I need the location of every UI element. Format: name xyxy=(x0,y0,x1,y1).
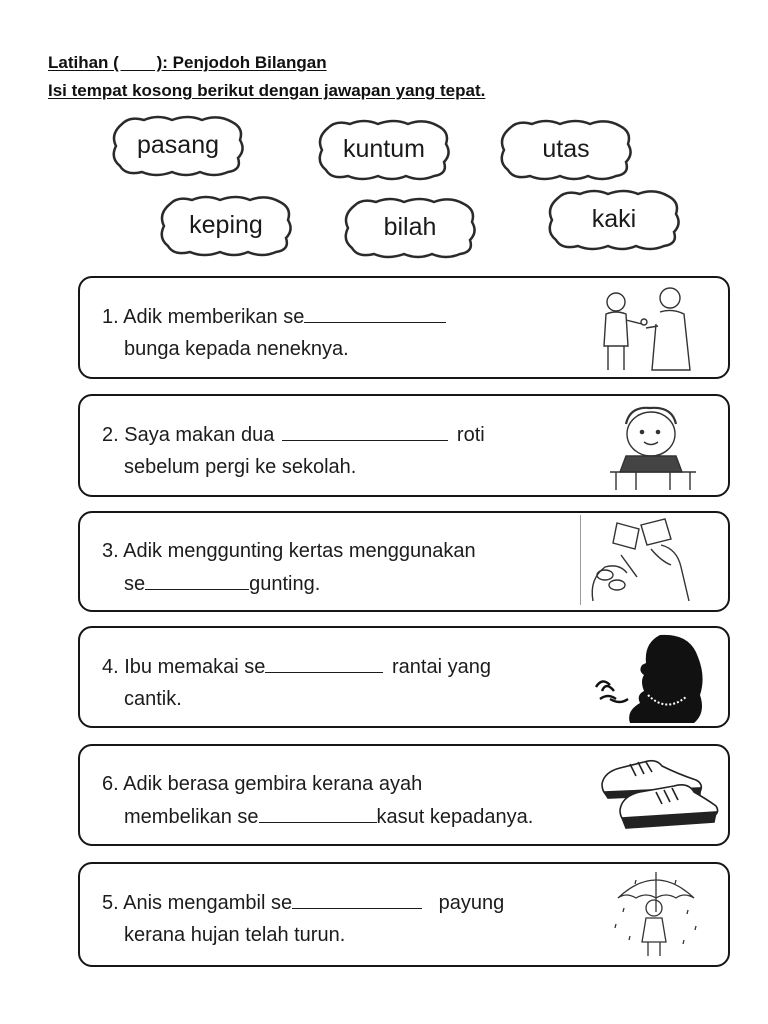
question-3-line2-before: se xyxy=(124,573,146,595)
question-4-line2: cantik. xyxy=(124,688,182,710)
question-6-text xyxy=(102,768,533,833)
boy-giving-flower-icon xyxy=(586,284,706,374)
word-pasang: pasang xyxy=(136,131,220,159)
question-5-blank[interactable] xyxy=(292,886,422,909)
woman-necklace-silhouette-icon xyxy=(590,628,710,728)
question-5-line2: kerana hujan telah turun. xyxy=(124,924,346,946)
question-1-text xyxy=(102,300,449,365)
boy-eating-icon xyxy=(596,402,716,492)
question-5-box xyxy=(78,862,730,967)
question-6-number: 6. xyxy=(102,773,119,795)
question-4-text-before: Ibu memakai se xyxy=(124,656,266,678)
question-4-text xyxy=(102,650,491,715)
sneakers-icon xyxy=(600,750,720,840)
question-5-text xyxy=(102,886,504,951)
question-3-number: 3. xyxy=(102,540,119,562)
question-1-text-before: Adik memberikan se xyxy=(123,306,305,328)
question-5-text-after: payung xyxy=(438,892,505,914)
question-6-line2-before: membelikan se xyxy=(124,806,259,828)
question-1-blank[interactable] xyxy=(304,300,446,323)
word-cloud-kuntum xyxy=(314,118,454,182)
word-cloud-bilah xyxy=(340,196,480,260)
question-2-text-before: Saya makan dua xyxy=(124,424,275,446)
question-2-text-after: roti xyxy=(456,424,485,446)
word-cloud-keping xyxy=(156,194,296,258)
question-4-text-after: rantai yang xyxy=(391,656,491,678)
question-5-number: 5. xyxy=(102,892,119,914)
question-4-box xyxy=(78,626,730,728)
question-6-box xyxy=(78,744,730,846)
worksheet-title: Latihan ( ): Penjodoh Bilangan xyxy=(48,53,327,72)
question-2-text xyxy=(102,418,485,483)
word-cloud-utas xyxy=(496,118,636,182)
question-4-number: 4. xyxy=(102,656,119,678)
word-cloud-pasang xyxy=(108,114,248,178)
question-5-text-before: Anis mengambil se xyxy=(123,892,293,914)
question-3-line2 xyxy=(102,567,476,600)
word-utas: utas xyxy=(542,135,590,163)
word-kuntum: kuntum xyxy=(343,135,425,163)
question-2-blank[interactable] xyxy=(282,418,448,441)
question-1-number: 1. xyxy=(102,306,119,328)
question-2-number: 2. xyxy=(102,424,119,446)
question-1-box xyxy=(78,276,730,379)
question-3-blank[interactable] xyxy=(145,567,249,590)
question-1-line2: bunga kepada neneknya. xyxy=(124,338,349,360)
scissors-cutting-paper-icon xyxy=(580,515,701,605)
question-2-line2: sebelum pergi ke sekolah. xyxy=(124,456,357,478)
question-6-blank[interactable] xyxy=(259,800,377,823)
word-bilah: bilah xyxy=(383,213,437,241)
question-6-text-before: Adik berasa gembira kerana ayah xyxy=(123,773,423,795)
question-3-box xyxy=(78,511,730,612)
question-3-text-before: Adik menggunting kertas menggunakan xyxy=(123,540,476,562)
girl-umbrella-rain-icon xyxy=(596,868,716,958)
question-3-text xyxy=(102,535,476,600)
question-6-line2 xyxy=(102,800,533,833)
question-2-box xyxy=(78,394,730,497)
word-kaki: kaki xyxy=(591,205,637,233)
question-4-blank[interactable] xyxy=(265,650,383,673)
word-cloud-kaki xyxy=(544,188,684,252)
question-3-line2-after: gunting. xyxy=(249,573,321,595)
question-6-line2-after: kasut kepadanya. xyxy=(376,806,534,828)
word-keping: keping xyxy=(189,211,263,239)
worksheet-instruction: Isi tempat kosong berikut dengan jawapan yang tepat. xyxy=(48,81,486,100)
